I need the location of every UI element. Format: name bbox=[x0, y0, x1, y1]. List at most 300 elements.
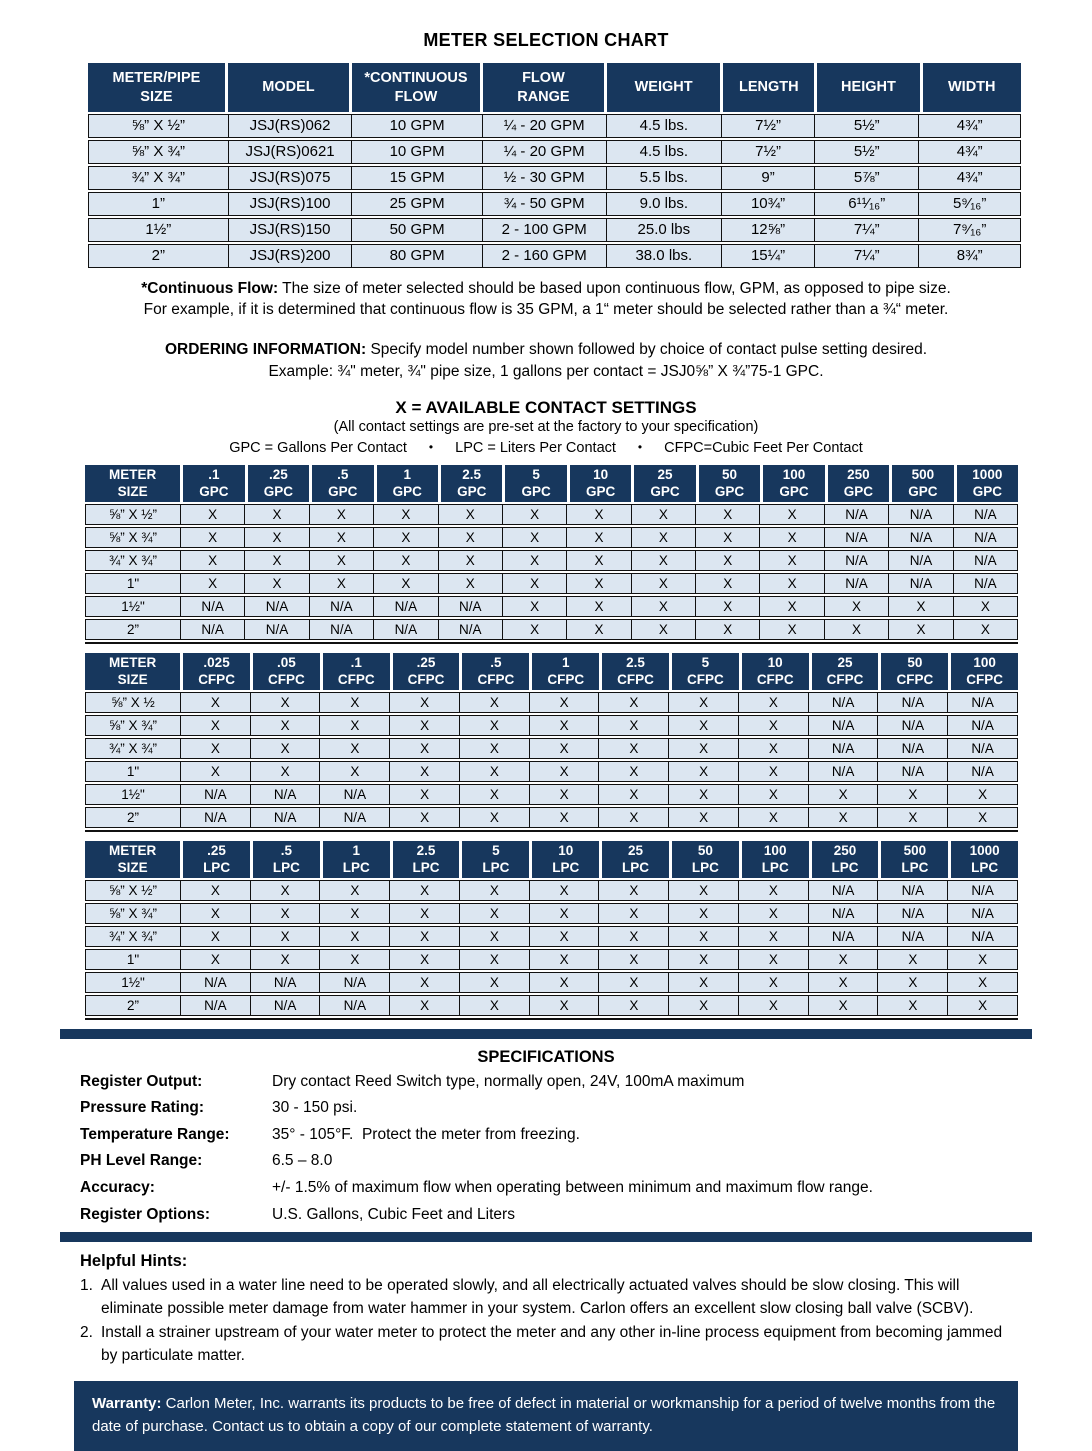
header-line: LPC bbox=[971, 860, 999, 876]
table-cell: JSJ(RS)0621 bbox=[229, 141, 353, 163]
table-row bbox=[85, 504, 1018, 525]
availability-cell: X bbox=[390, 950, 460, 969]
column-header bbox=[923, 63, 1021, 112]
availability-cell: X bbox=[980, 621, 990, 637]
table-cell: 38.0 lbs. bbox=[607, 245, 722, 267]
bullet-separator: • bbox=[637, 439, 643, 454]
availability-cell: X bbox=[503, 505, 567, 524]
header-line: CFPC bbox=[198, 672, 235, 688]
availability-cell: N/A bbox=[439, 597, 503, 616]
meter-size-cell: 1" bbox=[86, 950, 181, 969]
setting-header bbox=[892, 465, 953, 502]
header-line: GPC bbox=[328, 484, 358, 500]
table-cell: 5.5 lbs. bbox=[607, 167, 722, 189]
table-cell: ½ - 30 GPM bbox=[483, 167, 607, 189]
availability-cell: X bbox=[669, 904, 739, 923]
table-row bbox=[85, 573, 1018, 594]
setting-header bbox=[951, 653, 1018, 690]
availability-cell: X bbox=[760, 551, 824, 570]
availability-cell: X bbox=[503, 620, 567, 639]
availability-cell: X bbox=[530, 904, 600, 923]
setting-header bbox=[812, 653, 879, 690]
availability-cell: N/A bbox=[971, 694, 994, 710]
availability-cell: X bbox=[567, 551, 631, 570]
table-row bbox=[85, 949, 1018, 970]
continuous-flow-note-line2: For example, if it is determined that continuous flow is 35 GPM, a 1“ meter should be selected rather than a ¾“ meter. bbox=[143, 300, 949, 318]
availability-cell: X bbox=[503, 597, 567, 616]
availability-cell: X bbox=[599, 973, 669, 992]
availability-cell: X bbox=[889, 597, 953, 616]
continuous-flow-note-line1: The size of meter selected should be based upon continuous flow, GPM, as opposed to pipe size. bbox=[282, 280, 951, 297]
table-row bbox=[88, 114, 1021, 138]
meter-size-header bbox=[85, 653, 180, 690]
column-header bbox=[228, 63, 349, 112]
header-line: 50 bbox=[907, 654, 923, 670]
header-line: 1000 bbox=[972, 466, 1003, 482]
availability-cell: N/A bbox=[310, 620, 374, 639]
availability-cell: X bbox=[669, 693, 739, 712]
availability-cell: X bbox=[310, 528, 374, 547]
availability-cell: N/A bbox=[971, 763, 994, 779]
availability-cell: X bbox=[669, 881, 739, 900]
availability-cell: X bbox=[599, 762, 669, 781]
header-line: SIZE bbox=[140, 88, 173, 105]
availability-cell: X bbox=[530, 973, 600, 992]
availability-cell: X bbox=[390, 808, 460, 827]
table-cell: 1” bbox=[89, 193, 229, 215]
header-line: 250 bbox=[847, 466, 870, 482]
contact-table-gpc bbox=[85, 465, 1018, 644]
contact-table-lpc bbox=[85, 841, 1018, 1020]
setting-header bbox=[323, 653, 390, 690]
setting-header bbox=[672, 653, 739, 690]
setting-header bbox=[699, 465, 760, 502]
availability-cell: X bbox=[460, 973, 530, 992]
header-line: 25 bbox=[837, 654, 853, 670]
availability-cell: N/A bbox=[809, 904, 879, 923]
availability-cell: X bbox=[390, 996, 460, 1015]
availability-cell: N/A bbox=[825, 574, 889, 593]
setting-header bbox=[570, 465, 631, 502]
spec-row bbox=[80, 1099, 1032, 1116]
availability-cell: N/A bbox=[971, 717, 994, 733]
availability-cell: X bbox=[374, 528, 438, 547]
availability-cell: X bbox=[878, 950, 948, 969]
availability-cell: N/A bbox=[971, 740, 994, 756]
availability-cell: N/A bbox=[971, 905, 994, 921]
availability-cell: X bbox=[503, 574, 567, 593]
availability-cell: X bbox=[696, 528, 760, 547]
header-line: CFPC bbox=[477, 672, 515, 688]
availability-cell: X bbox=[669, 739, 739, 758]
spec-label: Register Options: bbox=[80, 1205, 211, 1223]
availability-cell: X bbox=[599, 716, 669, 735]
header-line: GPC bbox=[521, 484, 551, 500]
availability-cell: N/A bbox=[878, 927, 948, 946]
availability-cell: X bbox=[739, 904, 809, 923]
setting-header bbox=[881, 653, 948, 690]
availability-cell: N/A bbox=[374, 620, 438, 639]
header-line: RANGE bbox=[517, 88, 570, 105]
specifications-list bbox=[80, 1073, 1032, 1223]
contact-settings-tables bbox=[60, 465, 1032, 1020]
availability-cell: N/A bbox=[320, 785, 390, 804]
meter-selection-table bbox=[88, 63, 1021, 268]
availability-cell: X bbox=[809, 785, 879, 804]
availability-cell: X bbox=[181, 881, 251, 900]
availability-cell: N/A bbox=[878, 904, 948, 923]
meter-size-cell: 1" bbox=[86, 574, 181, 593]
availability-cell: N/A bbox=[320, 808, 390, 827]
setting-header bbox=[441, 465, 502, 502]
availability-cell: N/A bbox=[878, 693, 948, 712]
availability-cell: N/A bbox=[974, 506, 997, 522]
table-cell: 2 - 160 GPM bbox=[483, 245, 607, 267]
availability-cell: N/A bbox=[245, 620, 309, 639]
availability-cell: X bbox=[632, 620, 696, 639]
setting-header bbox=[462, 841, 529, 878]
meter-size-cell: 2” bbox=[86, 996, 181, 1015]
availability-cell: X bbox=[181, 950, 251, 969]
table-cell: 4¾” bbox=[956, 117, 983, 134]
availability-cell: X bbox=[310, 551, 374, 570]
header-line: 250 bbox=[833, 842, 857, 858]
table-cell: JSJ(RS)200 bbox=[229, 245, 353, 267]
table-cell: ¾ - 50 GPM bbox=[483, 193, 607, 215]
setting-header bbox=[602, 841, 669, 878]
header-line: GPC bbox=[908, 484, 938, 500]
meter-size-cell: 1" bbox=[86, 762, 181, 781]
table-row bbox=[88, 192, 1021, 216]
table-row bbox=[85, 880, 1018, 901]
header-line: CFPC bbox=[407, 672, 445, 688]
availability-cell: X bbox=[251, 881, 321, 900]
availability-cell: N/A bbox=[878, 739, 948, 758]
helpful-hints bbox=[80, 1252, 1032, 1367]
column-header bbox=[352, 63, 480, 112]
setting-header bbox=[532, 653, 599, 690]
table-row bbox=[85, 738, 1018, 759]
availability-cell: X bbox=[739, 739, 809, 758]
availability-cell: N/A bbox=[889, 528, 953, 547]
spec-label: Pressure Rating: bbox=[80, 1099, 205, 1117]
availability-cell: X bbox=[599, 950, 669, 969]
availability-cell: X bbox=[181, 574, 245, 593]
meter-size-cell: ⅝” X ½ bbox=[86, 693, 181, 712]
availability-cell: X bbox=[181, 505, 245, 524]
contact-settings-subheading: (All contact settings are pre-set at the factory to your specification) bbox=[333, 418, 759, 435]
setting-header bbox=[812, 841, 879, 878]
header-line: SIZE bbox=[117, 672, 148, 688]
hint-item bbox=[80, 1321, 1032, 1368]
ordering-information-text: Specify model number shown followed by choice of contact pulse setting desired. bbox=[370, 340, 928, 358]
availability-cell: X bbox=[739, 950, 809, 969]
availability-cell: X bbox=[632, 528, 696, 547]
availability-cell: X bbox=[632, 551, 696, 570]
continuous-flow-note-label: *Continuous Flow: bbox=[141, 280, 279, 297]
table-cell: 2” bbox=[89, 245, 229, 267]
availability-cell: X bbox=[739, 973, 809, 992]
availability-cell: X bbox=[632, 597, 696, 616]
setting-header bbox=[377, 465, 438, 502]
table-row bbox=[85, 550, 1018, 571]
spec-value: +/- 1.5% of maximum flow when operating between minimum and maximum flow range. bbox=[272, 1178, 873, 1196]
header-line: GPC bbox=[392, 484, 422, 500]
header-line: GPC bbox=[650, 484, 680, 500]
table-cell: 2 - 100 GPM bbox=[483, 219, 607, 241]
bullet-separator: • bbox=[428, 439, 434, 454]
spec-row bbox=[80, 1073, 1032, 1090]
setting-header bbox=[881, 841, 948, 878]
spec-row bbox=[80, 1126, 1032, 1143]
table-cell: ¾” X ¾” bbox=[89, 167, 229, 189]
table-cell: 9.0 lbs. bbox=[607, 193, 722, 215]
spec-value: 35° - 105°F. Protect the meter from freezing. bbox=[272, 1125, 580, 1143]
legend-item: CFPC=Cubic Feet Per Contact bbox=[664, 439, 863, 456]
availability-cell: N/A bbox=[809, 739, 879, 758]
availability-cell: X bbox=[599, 996, 669, 1015]
availability-cell: X bbox=[374, 505, 438, 524]
page-title: METER SELECTION CHART bbox=[423, 30, 669, 50]
header-line: *CONTINUOUS bbox=[364, 70, 468, 87]
table-cell: 7¼” bbox=[815, 245, 919, 267]
table-cell: ⅝” X ¾” bbox=[89, 141, 229, 163]
meter-size-cell: 1½" bbox=[86, 785, 181, 804]
availability-cell: X bbox=[599, 693, 669, 712]
table-row bbox=[85, 596, 1018, 617]
spec-value: 6.5 – 8.0 bbox=[272, 1152, 333, 1170]
availability-cell: X bbox=[181, 551, 245, 570]
table-cell: 7⁹⁄₁₆” bbox=[952, 221, 987, 238]
availability-cell: X bbox=[439, 528, 503, 547]
availability-cell: N/A bbox=[181, 996, 251, 1015]
spec-label: Register Output: bbox=[80, 1072, 203, 1090]
header-line: CFPC bbox=[966, 672, 1004, 688]
availability-cell: X bbox=[530, 881, 600, 900]
availability-cell: X bbox=[320, 693, 390, 712]
availability-cell: N/A bbox=[809, 762, 879, 781]
header-line: CFPC bbox=[337, 672, 375, 688]
availability-cell: X bbox=[669, 762, 739, 781]
availability-cell: N/A bbox=[889, 505, 953, 524]
table-cell: 5½” bbox=[815, 141, 919, 163]
availability-cell: X bbox=[390, 716, 460, 735]
availability-cell: X bbox=[320, 927, 390, 946]
availability-cell: X bbox=[251, 693, 321, 712]
divider-bar-bottom bbox=[60, 1232, 1032, 1242]
table-row bbox=[85, 903, 1018, 924]
meter-size-cell: ¾” X ¾” bbox=[86, 551, 181, 570]
hint-number: 1. bbox=[80, 1277, 93, 1295]
header-line: GPC bbox=[714, 484, 745, 500]
table-cell: JSJ(RS)075 bbox=[229, 167, 353, 189]
spec-label: PH Level Range: bbox=[80, 1152, 203, 1170]
availability-cell: X bbox=[878, 996, 948, 1015]
availability-cell: X bbox=[181, 904, 251, 923]
availability-cell: N/A bbox=[889, 551, 953, 570]
availability-cell: X bbox=[760, 574, 824, 593]
availability-cell: X bbox=[251, 762, 321, 781]
setting-header bbox=[248, 465, 309, 502]
header-line: METER/PIPE bbox=[112, 70, 201, 87]
availability-cell: X bbox=[530, 950, 600, 969]
header-line: GPC bbox=[199, 484, 229, 500]
contact-table-cfpc bbox=[85, 653, 1018, 832]
table-cell: JSJ(RS)100 bbox=[229, 193, 353, 215]
availability-cell: X bbox=[460, 996, 530, 1015]
availability-cell: X bbox=[739, 996, 809, 1015]
availability-cell: X bbox=[978, 974, 988, 990]
table-row bbox=[85, 972, 1018, 993]
availability-cell: X bbox=[599, 881, 669, 900]
header-line: LPC bbox=[342, 860, 370, 876]
header-line: .1 bbox=[208, 466, 220, 482]
header-line: 2.5 bbox=[416, 842, 436, 858]
availability-cell: N/A bbox=[878, 716, 948, 735]
availability-cell: N/A bbox=[825, 528, 889, 547]
availability-cell: X bbox=[599, 785, 669, 804]
availability-cell: X bbox=[669, 996, 739, 1015]
setting-header bbox=[763, 465, 824, 502]
availability-cell: X bbox=[251, 904, 321, 923]
header-line: .025 bbox=[203, 654, 230, 670]
availability-cell: X bbox=[669, 808, 739, 827]
availability-cell: X bbox=[669, 950, 739, 969]
availability-cell: N/A bbox=[971, 882, 994, 898]
availability-cell: X bbox=[390, 973, 460, 992]
header-line: 10 bbox=[767, 654, 783, 670]
header-line: 100 bbox=[973, 654, 996, 670]
availability-cell: N/A bbox=[181, 597, 245, 616]
availability-cell: X bbox=[460, 927, 530, 946]
setting-header bbox=[393, 841, 460, 878]
availability-cell: X bbox=[809, 996, 879, 1015]
setting-header bbox=[742, 653, 809, 690]
availability-cell: X bbox=[632, 574, 696, 593]
spec-value: 30 - 150 psi. bbox=[272, 1099, 358, 1117]
availability-cell: X bbox=[669, 927, 739, 946]
availability-cell: X bbox=[245, 551, 309, 570]
header-line: .5 bbox=[490, 654, 502, 670]
availability-cell: X bbox=[181, 716, 251, 735]
contact-settings-legend bbox=[60, 440, 1032, 456]
availability-cell: X bbox=[460, 716, 530, 735]
header-line: GPC bbox=[263, 484, 293, 500]
availability-cell: X bbox=[374, 574, 438, 593]
availability-cell: X bbox=[978, 786, 988, 802]
header-line: FLOW bbox=[394, 88, 438, 105]
availability-cell: X bbox=[460, 808, 530, 827]
header-line: CFPC bbox=[756, 672, 794, 688]
setting-header bbox=[323, 841, 390, 878]
table-cell: 4¾” bbox=[956, 169, 983, 186]
table-cell: JSJ(RS)062 bbox=[229, 115, 353, 137]
header-line: LPC bbox=[761, 860, 789, 876]
setting-header bbox=[253, 841, 320, 878]
availability-cell: X bbox=[809, 973, 879, 992]
table-cell: JSJ(RS)150 bbox=[229, 219, 353, 241]
availability-cell: N/A bbox=[439, 620, 503, 639]
meter-size-cell: 2” bbox=[86, 808, 181, 827]
spec-row bbox=[80, 1152, 1032, 1169]
availability-cell: X bbox=[439, 551, 503, 570]
meter-size-cell: ¾” X ¾” bbox=[86, 739, 181, 758]
availability-cell: X bbox=[181, 693, 251, 712]
availability-cell: X bbox=[251, 950, 321, 969]
availability-cell: X bbox=[181, 927, 251, 946]
header-line: 10 bbox=[558, 842, 574, 858]
meter-size-cell: 1½" bbox=[86, 973, 181, 992]
availability-cell: X bbox=[460, 693, 530, 712]
availability-cell: N/A bbox=[251, 973, 321, 992]
meter-size-cell: ⅝” X ¾” bbox=[86, 716, 181, 735]
availability-cell: X bbox=[696, 574, 760, 593]
header-line: 50 bbox=[697, 842, 713, 858]
setting-header bbox=[183, 465, 244, 502]
availability-cell: X bbox=[245, 505, 309, 524]
availability-cell: X bbox=[390, 693, 460, 712]
availability-cell: X bbox=[439, 505, 503, 524]
availability-cell: X bbox=[696, 597, 760, 616]
availability-cell: X bbox=[739, 808, 809, 827]
availability-cell: X bbox=[439, 574, 503, 593]
availability-cell: X bbox=[460, 739, 530, 758]
availability-cell: N/A bbox=[889, 574, 953, 593]
availability-cell: X bbox=[320, 950, 390, 969]
ordering-information bbox=[60, 339, 1032, 384]
availability-cell: X bbox=[599, 904, 669, 923]
availability-cell: N/A bbox=[181, 973, 251, 992]
availability-cell: N/A bbox=[310, 597, 374, 616]
setting-header bbox=[312, 465, 373, 502]
table-cell: 8¾” bbox=[956, 247, 983, 264]
header-line: 1 bbox=[403, 466, 411, 482]
header-line: LPC bbox=[622, 860, 650, 876]
table-cell: 4¾” bbox=[956, 143, 983, 160]
availability-cell: X bbox=[530, 739, 600, 758]
header-line: 100 bbox=[763, 842, 787, 858]
setting-header bbox=[462, 653, 529, 690]
header-line: METER bbox=[108, 842, 157, 858]
availability-cell: X bbox=[760, 505, 824, 524]
table-row bbox=[85, 619, 1018, 640]
table-cell: ¼ - 20 GPM bbox=[483, 141, 607, 163]
availability-cell: N/A bbox=[251, 808, 321, 827]
header-line: .05 bbox=[277, 654, 296, 670]
availability-cell: X bbox=[320, 904, 390, 923]
availability-cell: X bbox=[567, 574, 631, 593]
warranty-text: Carlon Meter, Inc. warrants its products to be free of defect in material or workmanship for a period of twelve months from the date of purchase. Contact us to obtain a copy of our complete statement of warranty. bbox=[92, 1395, 996, 1435]
availability-cell: X bbox=[696, 551, 760, 570]
table-cell: 7½” bbox=[722, 115, 815, 137]
availability-cell: X bbox=[978, 809, 988, 825]
divider-bar-top bbox=[60, 1029, 1032, 1039]
setting-header bbox=[828, 465, 889, 502]
warranty-label: Warranty: bbox=[92, 1395, 162, 1413]
availability-cell: X bbox=[567, 505, 631, 524]
availability-cell: X bbox=[878, 973, 948, 992]
header-line: .5 bbox=[280, 842, 293, 858]
header-line: 50 bbox=[721, 466, 738, 482]
table-row bbox=[88, 140, 1021, 164]
spec-label: Temperature Range: bbox=[80, 1125, 230, 1143]
header-line: .5 bbox=[337, 466, 349, 482]
table-cell: 7¼” bbox=[815, 219, 919, 241]
availability-cell: X bbox=[310, 505, 374, 524]
continuous-flow-note bbox=[60, 279, 1032, 321]
availability-cell: X bbox=[390, 739, 460, 758]
header-line: LPC bbox=[412, 860, 440, 876]
